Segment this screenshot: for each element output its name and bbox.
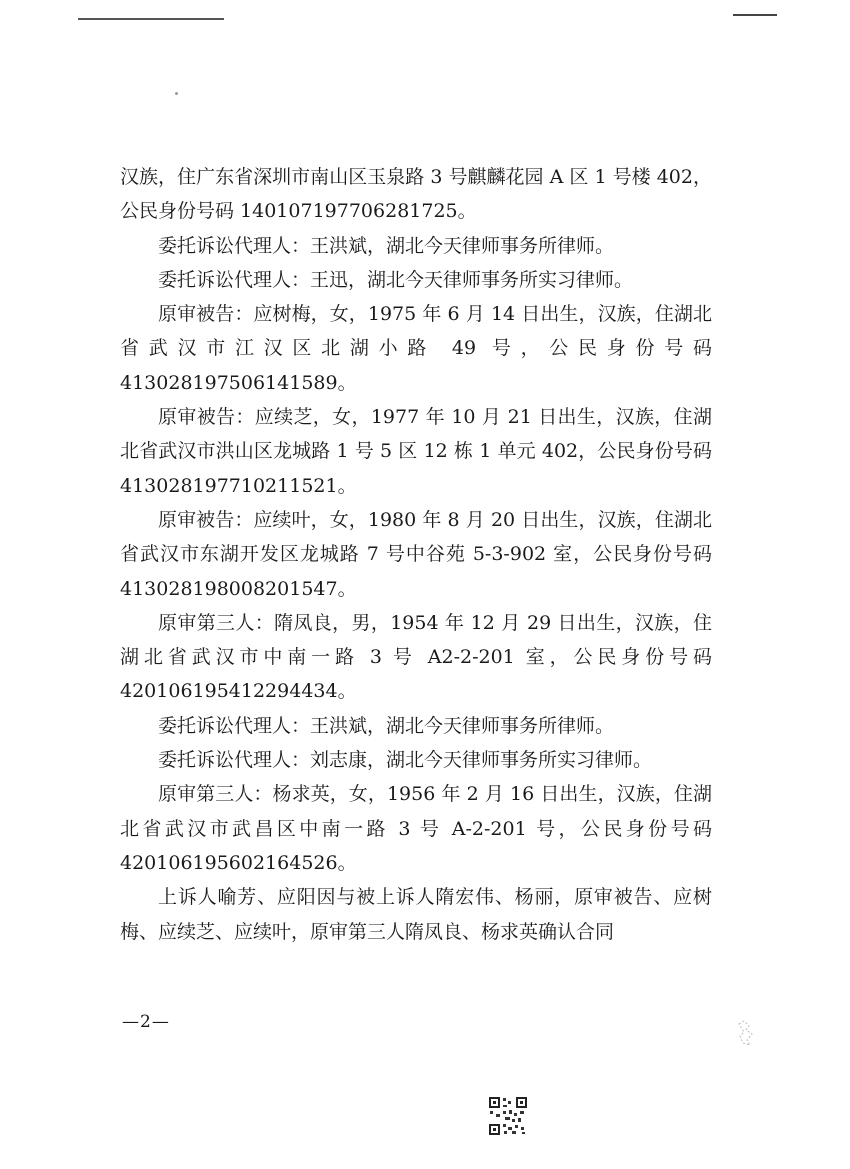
paragraph-5: 原审被告：应续芝，女，1977 年 10 月 21 日出生，汉族，住湖北省武汉市洪山区龙城路 1 号 5 区 12 栋 1 单元 402，公民身份号码 413028197710211521。 [120, 406, 712, 497]
document-body [120, 160, 712, 949]
page-number: —2— [122, 1012, 170, 1032]
paragraph-4: 原审被告：应树梅，女，1975 年 6 月 14 日出生，汉族，住湖北省武汉市江汉区北湖小路 49 号，公民身份号码 413028197506141589。 [120, 303, 712, 394]
top-rule-right [733, 14, 777, 16]
qr-code-icon [488, 1096, 528, 1136]
paragraph-6: 原审被告：应续叶，女，1980 年 8 月 20 日出生，汉族，住湖北省武汉市东湖开发区龙城路 7 号中谷苑 5-3-902 室，公民身份号码 413028198008201547。 [120, 508, 712, 600]
paragraph-7: 原审第三人：隋凤良，男，1954 年 12 月 29 日出生，汉族，住湖北省武汉市中南一路 3 号 A2-2-201 室，公民身份号码 420106195412294434。 [120, 611, 712, 703]
scan-smudge [735, 1018, 757, 1048]
top-rule-left [78, 18, 224, 20]
scan-speck [175, 92, 178, 95]
paragraph-1: 汉族，住广东省深圳市南山区玉泉路 3 号麒麟花园 A 区 1 号楼 402，公民身份号码 140107197706281725。 [120, 166, 712, 223]
paragraph-11: 上诉人喻芳、应阳因与被上诉人隋宏伟、杨丽，原审被告、应树梅、应续芝、应续叶，原审第三人隋凤良、杨求英确认合同 [120, 886, 712, 943]
paragraph-10: 原审第三人：杨求英，女，1956 年 2 月 16 日出生，汉族，住湖北省武汉市武昌区中南一路 3 号 A-2-201 号，公民身份号码 420106195602164526。 [120, 783, 712, 874]
paragraph-2: 委托诉讼代理人：王洪斌，湖北今天律师事务所律师。 [158, 234, 615, 257]
paragraph-3: 委托诉讼代理人：王迅，湖北今天律师事务所实习律师。 [158, 268, 634, 291]
paragraph-9: 委托诉讼代理人：刘志康，湖北今天律师事务所实习律师。 [158, 749, 653, 772]
paragraph-8: 委托诉讼代理人：王洪斌，湖北今天律师事务所律师。 [158, 714, 615, 737]
